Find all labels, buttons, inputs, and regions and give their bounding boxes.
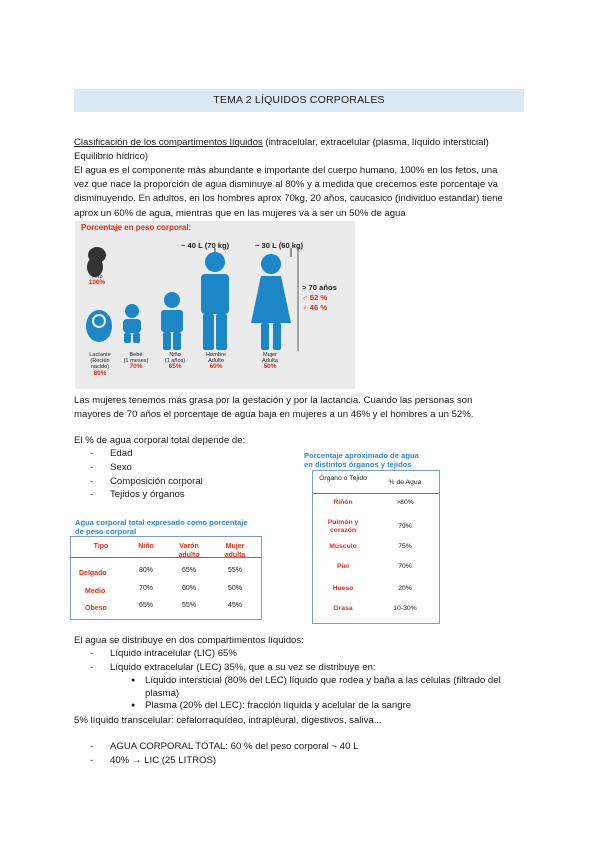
elder-title: > 70 años — [302, 283, 337, 292]
list-item: - Sexo — [90, 461, 203, 475]
body-table-title-line: Agua corporal total expresado como porcentaje — [75, 518, 248, 527]
lec-list — [131, 675, 541, 713]
second-paragraph — [74, 394, 544, 422]
table-row-label: Hueso — [332, 585, 354, 592]
table-header-cell: Órgano o Tejido — [319, 475, 367, 482]
table-row-label: Delgado — [79, 570, 107, 577]
group-caption — [255, 352, 285, 371]
page-title: TEMA 2 LÍQUIDOS CORPORALES — [213, 94, 385, 106]
newborn-icon — [86, 310, 112, 342]
group-label: Mujer — [263, 352, 277, 358]
male-weight-label: ~ 40 L (70 kg) — [181, 241, 230, 250]
section-heading: Clasificación de los compartimentos líquidos — [74, 137, 263, 148]
table-row-label: Piel — [336, 563, 350, 570]
group-label: Lactante — [89, 352, 111, 358]
table-row-label: Músculo — [329, 543, 357, 550]
paragraph-line: El agua es el componente más abundante e importante del cuerpo humano, 100% en los fetos, una — [74, 165, 498, 176]
table-cell: 60% — [181, 585, 196, 592]
group-label: nacido) — [90, 364, 110, 371]
elder-box — [302, 283, 337, 313]
list-item — [131, 675, 541, 700]
table-header-cell: Niño — [138, 543, 154, 550]
fetus-pct: 100% — [88, 279, 106, 287]
table-row-label: Obeso — [85, 605, 107, 612]
fetus-caption — [83, 274, 111, 286]
table-cell: 79% — [398, 523, 412, 530]
table-cell: 80% — [138, 567, 153, 574]
group-pct: 80% — [93, 369, 107, 377]
title-banner — [74, 89, 524, 112]
water-percentage-infographic — [75, 221, 355, 389]
body-water-table — [70, 536, 262, 620]
group-label: Bebé — [129, 352, 143, 358]
group-caption — [161, 352, 189, 371]
man-icon — [201, 252, 229, 350]
group-pct: 60% — [209, 363, 223, 371]
group-label: (Recién — [90, 358, 110, 365]
elder-male-pct: ♂ 52 % — [302, 293, 328, 302]
transcelular-line: 5% líquido transcelular: cefalorraquídeo, intrapleural, digestivos, saliva... — [74, 715, 382, 726]
paragraph-line: aprox un 60% de agua, mientras que en las mujeres va a ser un 50% de agua — [74, 207, 406, 219]
table-cell: 50% — [227, 585, 242, 592]
female-weight-label: ~ 30 L (60 kg) — [255, 241, 304, 250]
section-heading-rest: (intracelular, extracelular (plasma, líquido intersticial) — [262, 137, 489, 148]
woman-icon — [251, 254, 291, 350]
depends-list — [90, 447, 203, 502]
group-label: (1 meses) — [123, 358, 149, 365]
group-label: Hombre — [206, 352, 226, 358]
paragraph-line: vez que nace la proporción de agua disminuye al 80% y a medida que crecemos este porcentaje va — [74, 179, 498, 191]
baby-icon — [123, 304, 141, 343]
paragraph-line: mayores de 70 años el porcentaje de agua baja en mujeres a un 46% y el hombres a un 52%. — [74, 409, 474, 421]
distrib-list — [90, 647, 376, 675]
list-item — [131, 700, 541, 713]
table-header-cell: Varón adulto — [178, 543, 200, 559]
table-cell: 45% — [227, 602, 242, 609]
list-item-line: plasma) — [145, 687, 180, 699]
group-caption — [83, 352, 117, 377]
group-pct: 70% — [129, 363, 143, 371]
list-item-line: ● Líquido intersticial (80% del LEC) líquido que rodea y baña a las células (filtrado del — [145, 675, 501, 686]
table-row-label: Medio — [85, 588, 106, 595]
list-item: - 40% → LIC (25 LITROS) — [90, 754, 358, 768]
child-icon — [161, 292, 183, 350]
table-cell: 55% — [227, 567, 242, 574]
organ-table-title-line: Porcentaje aproximado de agua — [304, 451, 419, 460]
list-item: - Tejidos y órganos — [90, 488, 203, 502]
list-item: - Edad — [90, 447, 203, 461]
distrib-intro: El agua se distribuye en dos compartimentos líquidos: — [74, 635, 304, 646]
group-label: Adulto — [208, 358, 224, 365]
elder-female-pct: ♀ 46 % — [302, 303, 328, 312]
paragraph-line: Las mujeres tenemos más grasa por la gestación y por la lactancia. Cuando las personas son — [74, 395, 473, 406]
group-pct: 50% — [263, 363, 277, 371]
organ-water-table — [312, 470, 440, 624]
group-label: Niño — [169, 352, 181, 358]
group-label: (1 años) — [164, 358, 186, 365]
table-row-label: Pulmón y corazón — [327, 519, 359, 534]
table-cell: 65% — [138, 602, 153, 609]
list-item: - AGUA CORPORAL TOTAL: 60 % del peso corporal ~ 40 L — [90, 740, 358, 754]
depends-intro: El % de agua corporal total depende de: — [74, 435, 246, 446]
equilibrio-line: Equilibrio hídrico) — [74, 151, 149, 162]
paragraph-line: disminuyendo. En adultos, en los hombres aprox 70kg, 20 años, caucasico (individuo estandar) tiene — [74, 193, 503, 205]
section-heading-line — [74, 136, 544, 150]
table-header-cell: Mujer adulta — [224, 543, 246, 559]
organ-table-title-line: en distintos órganos y tejidos — [304, 460, 412, 470]
table-cell: 70% — [398, 563, 412, 570]
group-pct: 65% — [168, 363, 182, 371]
table-cell: >80% — [396, 499, 414, 506]
table-cell: 55% — [181, 602, 196, 609]
summary-list — [90, 740, 358, 768]
table-cell: 20% — [398, 585, 412, 592]
table-cell: 70% — [138, 585, 153, 592]
intro-paragraph — [74, 164, 544, 221]
table-cell: 65% — [181, 567, 196, 574]
list-item: - Composición corporal — [90, 475, 203, 489]
infographic-title: Porcentaje en peso corporal: — [81, 223, 192, 232]
list-item-line: ● Plasma (20% del LEC): fracción líquida y acelular de la sangre — [145, 700, 412, 712]
table-header-cell: % de Agua — [388, 479, 422, 486]
group-caption — [121, 352, 151, 371]
list-item: - Líquido intracelular (LIC) 65% — [90, 647, 376, 661]
body-table-title — [75, 518, 248, 537]
table-cell: 75% — [398, 543, 412, 550]
table-header-cell: Tipo — [93, 543, 109, 550]
table-cell: 10-30% — [393, 605, 417, 612]
table-row-label: Grasa — [333, 605, 353, 612]
table-row-label: Riñón — [333, 499, 353, 506]
list-item: - Líquido extracelular (LEC) 35%, que a su vez se distribuye en: — [90, 661, 376, 675]
group-label: Adulta — [262, 358, 278, 365]
organ-table-title — [304, 451, 419, 470]
fetus-icon — [87, 247, 106, 277]
fetus-label: Feto — [91, 274, 103, 280]
body-table-title-line: de peso corporal — [75, 527, 137, 537]
group-caption — [201, 352, 231, 371]
